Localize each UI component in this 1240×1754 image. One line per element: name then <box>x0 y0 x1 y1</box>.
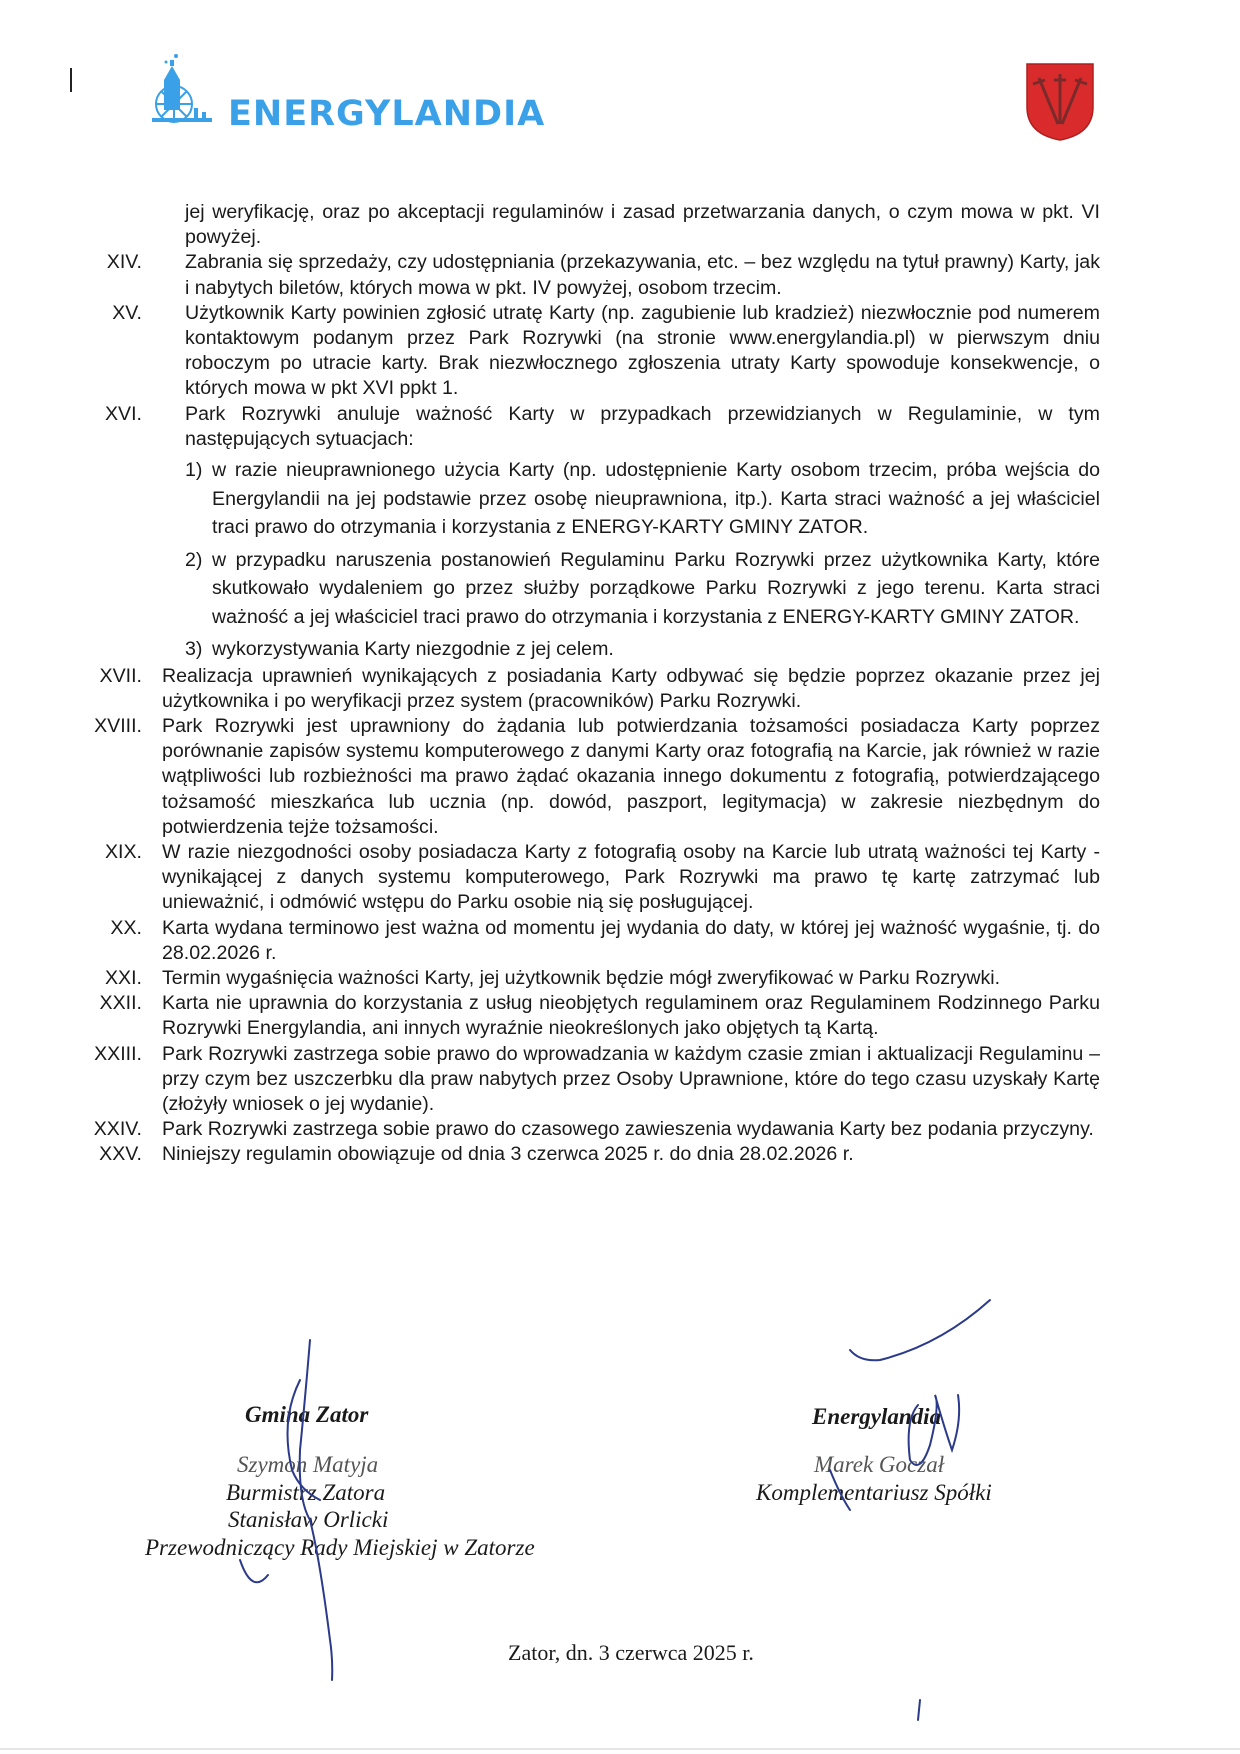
section-xxiv <box>80 1117 1100 1142</box>
subitem-2 <box>80 546 1100 632</box>
section-text: Realizacja uprawnień wynikających z posiadania Karty odbywać się będzie poprzez okazanie przez jej użytkownika i po weryfikacji przez system (pracowników) Parku Rozrywki. <box>162 664 1100 712</box>
subitem-text: w przypadku naruszenia postanowień Regulaminu Parku Rozrywki przez użytkownika Karty, które skutkowało wydaleniem go przez służby porządkowe Parku Rozrywki z jego terenu. Karta straci ważność a jej właściciel traci prawo do otrzymania i korzystania z ENERGY-KARTY GMINY ZATOR. <box>212 548 1100 628</box>
section-text: Park Rozrywki zastrzega sobie prawo do wprowadzania w każdym czasie zmian i aktualizacji Regulaminu – przy czym bez uszczerbku dla praw nabytych przez Osoby Uprawnione, które do tego czasu uzyskały Kartę (złożyły wniosek o jej wydanie). <box>162 1042 1100 1115</box>
section-number: XIV. <box>106 251 142 274</box>
section-number: XVIII. <box>94 714 142 737</box>
section-number: XXV. <box>99 1143 142 1166</box>
section-xxiii <box>80 1042 1100 1118</box>
page-bottom-edge <box>0 1748 1240 1750</box>
section-number: XVII. <box>99 664 142 687</box>
right-signatory-org: Energylandia <box>812 1404 942 1429</box>
section-xv <box>80 301 1100 402</box>
section-xxi <box>80 966 1100 991</box>
section-xx <box>80 916 1100 966</box>
section-number: XX. <box>110 916 142 939</box>
signature-block <box>0 1390 1240 1750</box>
section-xxv <box>80 1142 1100 1167</box>
subitem-number: 1) <box>185 459 203 482</box>
intro-continuation: jej weryfikację, oraz po akceptacji regulaminów i zasad przetwarzania danych, o czym mowa w pkt. VI powyżej. <box>185 201 1100 249</box>
section-number: XXIV. <box>93 1118 142 1141</box>
section-xiv <box>80 250 1100 300</box>
section-text: Park Rozrywki anuluje ważność Karty w przypadkach przewidzianych w Regulaminie, w tym następujących sytuacjach: <box>185 402 1100 450</box>
regulation-text <box>80 200 1100 1168</box>
zator-crest-icon <box>1025 62 1095 142</box>
place-and-date: Zator, dn. 3 czerwca 2025 r. <box>508 1640 754 1665</box>
section-xvii <box>80 664 1100 714</box>
section-xxii <box>80 991 1100 1041</box>
section-text: W razie niezgodności osoby posiadacza Karty z fotografią osoby na Karcie lub utratą ważności tej Karty - wynikającej z danych systemu komputerowego, Park Rozrywki ma prawo tę kartę zatrzymać lub unieważnić, i odmówić wstępu do Parku osobie nią się posługującej. <box>162 840 1100 914</box>
document-header <box>150 52 1100 152</box>
subitem-text: w razie nieuprawnionego użycia Karty (np. udostępnienie Karty osobom trzecim, próba wejścia do Energylandii na jej podstawie przez osobę nieuprawniona, itp.). Karta straci ważność a jej właściciel traci prawo do otrzymania i korzystania z ENERGY-KARTY GMINY ZATOR. <box>212 459 1100 539</box>
section-number: XIX. <box>104 840 142 863</box>
section-number: XVI. <box>104 402 142 425</box>
section-number: XXII. <box>99 992 142 1015</box>
subitem-number: 2) <box>185 548 203 571</box>
section-number: XXI. <box>104 966 142 989</box>
left-signatory-name-1: Szymon Matyja <box>237 1452 379 1477</box>
section-number: XV. <box>112 301 142 324</box>
section-number: XXIII. <box>94 1042 142 1065</box>
section-text: Karta wydana terminowo jest ważna od momentu jej wydania do daty, w której jej ważność wygaśnie, tj. do 28.02.2026 r. <box>162 916 1100 964</box>
right-signatory-role: Komplementariusz Spółki <box>756 1480 992 1505</box>
section-text: Park Rozrywki zastrzega sobie prawo do czasowego zawieszenia wydawania Karty bez podania przyczyny. <box>162 1118 1094 1141</box>
section-xviii <box>80 714 1100 840</box>
left-signatory-role-1: Burmistrz Zatora <box>226 1480 386 1505</box>
section-xix <box>80 840 1100 916</box>
logo-text: ENERGYLANDIA <box>228 94 546 134</box>
subitem-number: 3) <box>185 638 203 661</box>
left-signatory-role-2: Przewodniczący Rady Miejskiej w Zatorze <box>145 1535 535 1560</box>
subitem-3 <box>80 635 1100 664</box>
left-signatory-org: Gmina Zator <box>245 1402 369 1427</box>
section-xvi <box>80 402 1100 452</box>
energylandia-logo-icon <box>150 52 230 132</box>
section-text: Zabrania się sprzedaży, czy udostępniania (przekazywania, etc. – bez względu na tytuł prawny) Karty, jak i nabytych biletów, których mowa w pkt. IV powyżej, osobom trzecim. <box>185 251 1100 299</box>
section-text: Termin wygaśnięcia ważności Karty, jej użytkownik będzie mógł zweryfikować w Parku Rozrywki. <box>162 966 1001 989</box>
section-text: Karta nie uprawnia do korzystania z usług nieobjętych regulaminem oraz Regulaminem Rodzinnego Parku Rozrywki Energylandia, ani innych wyraźnie nieokreślonych jako objętych tą Kartą. <box>162 992 1100 1040</box>
margin-mark <box>70 68 72 92</box>
section-text: Użytkownik Karty powinien zgłosić utratę Karty (np. zagubienie lub kradzież) niezwłocznie pod numerem kontaktowym podanym przez Park Rozrywki (na stronie www.energylandia.pl) w pierwszym dniu roboczym po utracie karty. Brak niezwłocznego zgłoszenia utraty Karty spowoduje konsekwencje, o których mowa w pkt XVI ppkt 1. <box>185 301 1100 400</box>
section-text: Park Rozrywki jest uprawniony do żądania lub potwierdzania tożsamości posiadacza Karty poprzez porównanie zapisów systemu komputerowego z danymi Karty oraz fotografią na Karcie, jak również w razie wątpliwości lub rozbieżności ma prawo żądać okazania innego dokumentu z fotografią, potwierdzającego tożsamość mieszkańca lub ucznia (np. dowód, paszport, legitymacja) w zakresie niezbędnym do potwierdzenia tejże tożsamości. <box>162 714 1100 838</box>
section-text: Niniejszy regulamin obowiązuje od dnia 3 czerwca 2025 r. do dnia 28.02.2026 r. <box>162 1143 854 1166</box>
left-signatory-name-2: Stanisław Orlicki <box>228 1507 389 1532</box>
subitem-1 <box>80 456 1100 542</box>
right-signatory-name: Marek Goczał <box>814 1452 945 1477</box>
subitem-text: wykorzystywania Karty niezgodnie z jej celem. <box>212 638 614 661</box>
